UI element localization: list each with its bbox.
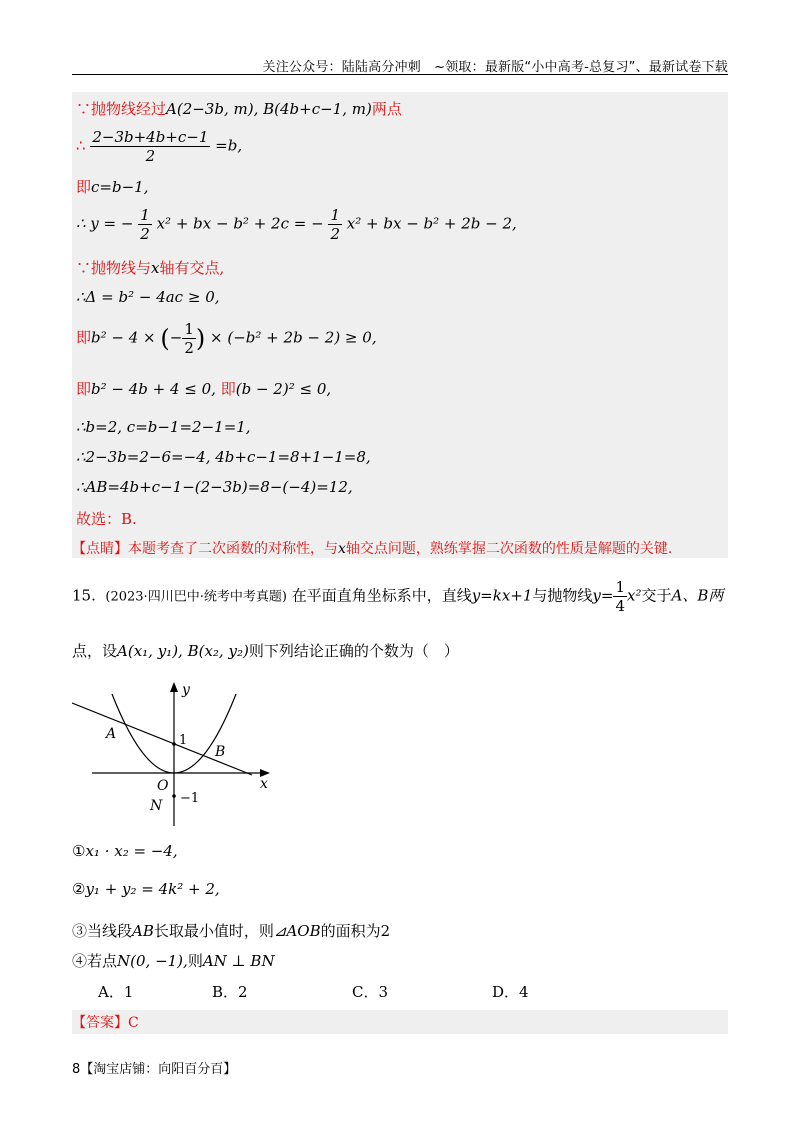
answer-label	[72, 1012, 139, 1032]
shop-name: 【淘宝店铺：向阳百分百】	[80, 1062, 237, 1077]
text: 即	[220, 380, 236, 398]
solution-line-2	[76, 128, 242, 165]
math: ∴ y = −	[76, 214, 134, 233]
point-1-marker	[172, 742, 176, 746]
solution-line-4	[76, 206, 517, 243]
solution-line-1	[76, 98, 402, 119]
text: ④若点	[72, 952, 118, 970]
text: 的面积为	[320, 922, 381, 940]
math: A(x₁, y₁), B(x₂, y₂)	[117, 642, 249, 660]
y-axis-arrow	[170, 682, 178, 692]
text: ∵抛物线经过	[76, 100, 167, 118]
math: x²	[627, 586, 642, 605]
question-line-1	[72, 578, 723, 615]
text: 本题考查了二次函数的对称性，与	[128, 541, 338, 557]
fraction	[90, 128, 210, 165]
text: 即	[76, 380, 92, 398]
choice-b[interactable]: B．2	[212, 983, 248, 1001]
page-header: 关注公众号：陆陆高分冲刺 ~领取：最新版“小中高考-总复习”、最新试卷下载	[262, 60, 728, 75]
math: x² + bx − b² + 2b − 2,	[346, 214, 517, 233]
parabola-figure	[72, 676, 282, 836]
choice-c[interactable]: C．3	[352, 983, 389, 1001]
math: =b,	[215, 136, 243, 155]
paren: (	[160, 324, 170, 353]
math: (b − 2)² ≤ 0,	[235, 380, 332, 398]
math: N(0, −1),	[117, 952, 188, 970]
fraction	[613, 578, 627, 615]
answer-value: C	[128, 1015, 139, 1031]
marker: ②	[72, 880, 86, 898]
statement-4	[72, 950, 275, 971]
label-b: B	[215, 744, 226, 760]
answer-panel	[72, 1010, 728, 1034]
line-kx-plus-1	[72, 703, 252, 775]
math: y=kx+1	[471, 586, 533, 605]
solution-panel	[72, 92, 728, 558]
denominator: 4	[615, 597, 626, 615]
label-a: A	[106, 726, 117, 742]
solution-line-11: ∴AB=4b+c−1−(2−3b)=8−(−4)=12,	[76, 478, 353, 496]
denominator: 2	[184, 339, 194, 357]
text: A、B两	[671, 586, 724, 605]
math: x	[151, 259, 160, 277]
label-origin: O	[157, 778, 169, 794]
denominator: 2	[140, 225, 150, 243]
text: 点，设	[72, 642, 118, 660]
math: x² + bx − b² + 2c = −	[156, 214, 324, 233]
question-number: 15.	[72, 586, 96, 605]
math: c=b−1,	[91, 178, 149, 196]
math: x	[338, 541, 346, 557]
solution-line-6: ∴Δ = b² − 4ac ≥ 0,	[76, 288, 220, 306]
label-x: x	[260, 776, 268, 792]
solution-line-3	[76, 176, 148, 197]
text: ∵抛物线与	[76, 259, 152, 277]
math: b² − 4b + 4 ≤ 0,	[91, 380, 216, 398]
solution-line-7: 即b² − 4 × (− $\frac{1}{2}$ ) × (−b² + 2b − 2) ≥ 0,	[76, 320, 377, 357]
math: × (−b² + 2b − 2) ≥ 0,	[210, 328, 377, 347]
text: 即	[76, 328, 92, 347]
text: 即	[76, 178, 92, 196]
denominator: 2	[145, 147, 156, 165]
page-footer	[72, 1058, 236, 1077]
math: x₁ · x₂ = −4,	[85, 842, 178, 860]
text: ∴	[76, 136, 86, 155]
statement-1	[72, 842, 178, 860]
math: ⊿AOB	[273, 922, 321, 940]
solution-line-8	[76, 378, 331, 399]
label-y: y	[182, 682, 190, 698]
fraction	[138, 206, 152, 243]
text: 交于	[641, 586, 672, 605]
math: y₁ + y₂ = 4k² + 2,	[85, 880, 220, 898]
text: 【答案】	[72, 1015, 128, 1031]
text: 两点	[371, 100, 402, 118]
math: A(2−3b, m), B(4b+c−1, m)	[166, 100, 372, 118]
text: 轴有交点,	[159, 259, 225, 277]
question-line-2	[72, 640, 459, 661]
text: 轴交点问题，熟练掌握二次函数的性质是解题的关键.	[345, 541, 673, 557]
math: y=	[592, 586, 614, 605]
solution-line-10: ∴2−3b=2−6=−4, 4b+c−1=8+1−1=8,	[76, 448, 371, 466]
numerator: 1	[140, 206, 150, 224]
math: b² − 4 ×	[91, 328, 161, 347]
math: 2	[380, 922, 391, 940]
header-divider	[72, 74, 728, 75]
label-n: N	[150, 798, 163, 814]
text: 在平面直角坐标系中，直线	[291, 586, 472, 605]
fraction	[328, 206, 342, 243]
choice-d[interactable]: D．4	[492, 983, 529, 1001]
page-number: 8	[72, 1062, 81, 1077]
numerator: 2−3b+4b+c−1	[92, 128, 209, 146]
note-line	[72, 538, 672, 558]
numerator: 1	[615, 578, 626, 596]
solution-line-9: ∴b=2, c=b−1=2−1=1,	[76, 418, 251, 436]
math: AB	[132, 922, 154, 940]
question-source: (2023·四川巴中·统考中考真题)	[105, 589, 287, 605]
solution-line-12: 故选：B.	[76, 510, 137, 528]
statement-3	[72, 920, 390, 941]
text: 长取最小值时，则	[153, 922, 274, 940]
denominator: 2	[330, 225, 340, 243]
numerator: 1	[330, 206, 340, 224]
solution-line-5	[76, 257, 224, 278]
text: ③当线段	[72, 922, 133, 940]
label-minus-one: −1	[180, 791, 200, 806]
label-one: 1	[179, 733, 188, 748]
text: 与抛物线	[532, 586, 593, 605]
text: 则下列结论正确的个数为（ ）	[248, 642, 459, 660]
statement-2	[72, 880, 220, 898]
text: 则	[187, 952, 203, 970]
numerator: 1	[184, 320, 194, 338]
choice-a[interactable]: A．1	[98, 983, 134, 1001]
marker: ①	[72, 842, 86, 860]
paren: )	[195, 324, 206, 353]
math: AN ⊥ BN	[202, 952, 275, 970]
point-n-marker	[172, 794, 176, 798]
note-label: 【点睛】	[72, 541, 128, 557]
fraction	[182, 320, 196, 357]
